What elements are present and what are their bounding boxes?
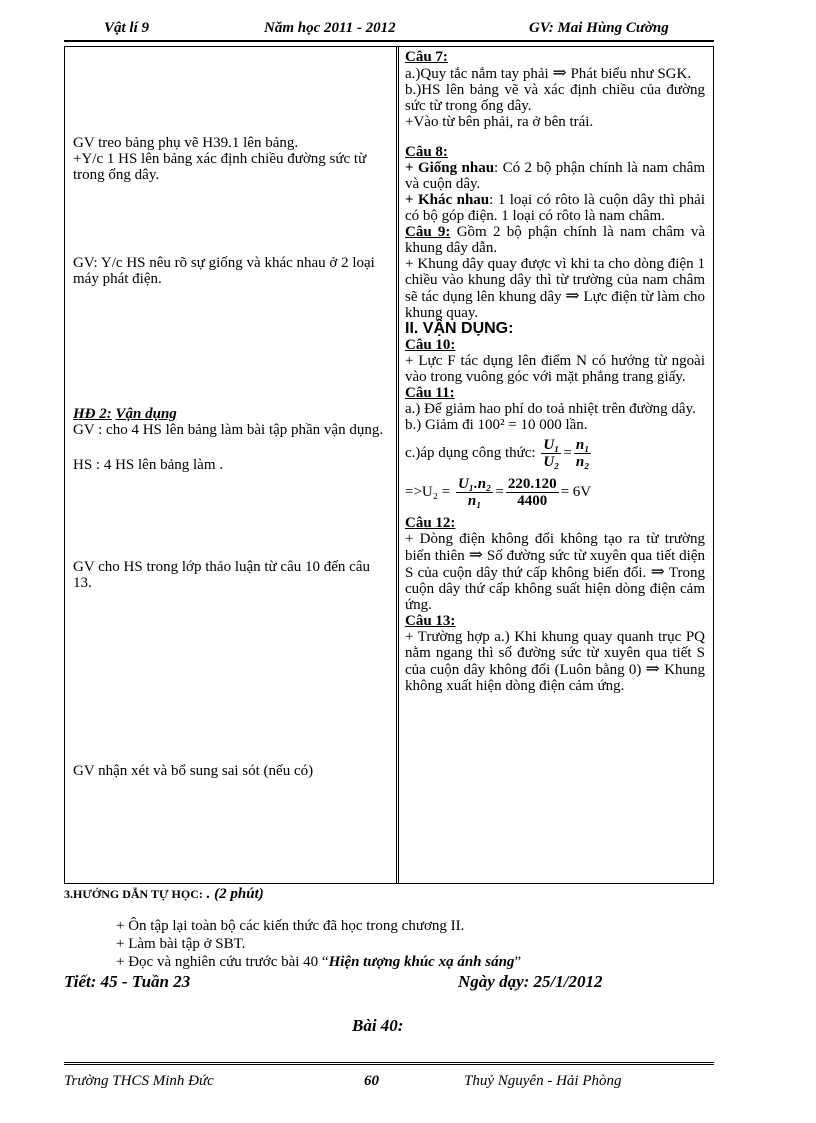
footer-school: Trường THCS Minh Đức xyxy=(64,1073,214,1089)
homework-title: 3.HƯỚNG DẪN TỰ HỌC: xyxy=(64,887,203,901)
header-subject: Vật lí 9 xyxy=(104,20,150,36)
arrow-icon: ⇒ xyxy=(468,545,483,564)
left-gv-yc: GV: Y/c HS nêu rõ sự giống và khác nhau ở 2 loại máy phát điện. xyxy=(73,255,375,287)
hd2-label: HĐ 2: xyxy=(73,406,112,422)
cau8-khac xyxy=(405,192,705,224)
page-header xyxy=(64,18,714,42)
cau12-title: Câu 12: xyxy=(405,515,456,531)
homework-item3: + Đọc và nghiên cứu trước bài 40 “Hiện tượng khúc xạ ánh sáng” xyxy=(116,954,522,970)
cau11-result: = 6V xyxy=(560,483,592,500)
cau8-giong-text: : Có 2 bộ phận chính là nam châm và cuộn dây. xyxy=(405,160,705,192)
cau7-a2-text: Phát biểu như SGK. xyxy=(570,66,692,82)
page-footer xyxy=(64,1062,714,1095)
van-dung-heading: II. VẬN DỤNG: xyxy=(405,320,514,337)
arrow-icon: ⇒ xyxy=(645,659,660,678)
left-gv-nhan-xet: GV nhận xét và bổ sung sai sót (nếu có) xyxy=(73,763,314,779)
cau9-khung xyxy=(405,256,705,321)
arrow-icon: ⇒ xyxy=(565,286,580,305)
arrow-icon: ⇒ xyxy=(552,63,567,82)
homework-item1: + Ôn tập lại toàn bộ các kiến thức đã học trong chương II. xyxy=(116,918,465,934)
cau11-title: Câu 11: xyxy=(405,385,455,401)
cau8-giong-label: + Giống nhau xyxy=(405,160,495,176)
cau7-a xyxy=(405,65,705,82)
fraction-220120-4400: $\frac{220.120}{4400}$ xyxy=(507,476,557,509)
lesson-ngay: Ngày dạy: 25/1/2012 xyxy=(458,972,603,991)
column-divider xyxy=(396,47,399,883)
cau12-text: + Dòng điện không đổi không tạo ra từ trường biến thiên ⇒ Số đường sức từ xuyên qua tiết diện S của cuộn dây thứ cấp không biến đổi. ⇒ Trong cuộn dây thứ cấp không suất hiện dòng điện cảm ứng. xyxy=(405,531,706,613)
fraction-u1-u2: $\frac{\text{U₁}}{\text{U₂}}$ xyxy=(543,437,560,470)
cau13-title: Câu 13: xyxy=(405,613,456,629)
cau8-khac-text: : 1 loại có rôto là cuộn dây thì phải có bộ góp điện. 1 loại có rôto là nam châm. xyxy=(405,192,706,224)
cau13-text: + Trường hợp a.) Khi khung quay quanh trục PQ nằm ngang thì số đường sức từ xuyên qua tiết S của cuộn dây không đổi (Luôn bằng 0) ⇒ Khung không xuất hiện dòng điện cảm ứng. xyxy=(405,629,706,694)
left-gv-cho4: GV : cho 4 HS lên bảng làm bài tập phần vận dụng. xyxy=(73,422,384,438)
cau11-c: c.)áp dụng công thức: $\frac{\text{U₁}}{\text{U₂}}$ = $\frac{\text{n₁}}{\text{n₂}}$ xyxy=(405,437,590,470)
lesson-table xyxy=(64,46,714,884)
fraction-n1-n2: $\frac{\text{n₁}}{\text{n₂}}$ xyxy=(575,437,590,470)
cau9 xyxy=(405,224,705,256)
footer-page: 60 xyxy=(364,1073,379,1089)
left-gv-thao-luan: GV cho HS trong lớp thảo luận từ câu 10 đến câu 13. xyxy=(73,559,370,591)
lesson-bai: Bài 40: xyxy=(352,1016,404,1035)
header-year: Năm học 2011 - 2012 xyxy=(264,20,396,36)
homework-time: . (2 phút) xyxy=(206,886,264,902)
cau8-title: Câu 8: xyxy=(405,144,448,160)
homework-item2: + Làm bài tập ở SBT. xyxy=(116,936,246,952)
cau9-text: Gồm 2 bộ phận chính là nam châm và khung dây dẫn. xyxy=(405,224,706,256)
cau11-c-label: c.)áp dụng công thức: xyxy=(405,444,536,461)
cau9-title: Câu 9: xyxy=(405,224,451,240)
cau7-a-text: a.)Quy tắc nắm tay phải xyxy=(405,66,549,82)
left-gv-treo: GV treo bảng phụ vẽ H39.1 lên bảng. xyxy=(73,135,299,151)
fraction-u1n2-n1: $\frac{\text{U₁.n₂}}{\text{n₁}}$ xyxy=(457,476,492,509)
arrow-icon: ⇒ xyxy=(650,562,665,581)
cau11-a: a.) Để giảm hao phí do toả nhiệt trên đường dây. xyxy=(405,401,696,417)
left-hs-4: HS : 4 HS lên bảng làm . xyxy=(73,457,223,473)
footer-location: Thuỷ Nguyên - Hải Phòng xyxy=(464,1073,622,1089)
homework-heading xyxy=(64,886,724,903)
cau11-u2: =>U₂ = $\frac{\text{U₁.n₂}}{\text{n₁}}$ = $\frac{220.120}{4400}$ = 6V xyxy=(405,476,592,509)
cau7-title: Câu 7: xyxy=(405,49,448,65)
right-column xyxy=(405,49,705,694)
left-hd2-heading xyxy=(73,406,391,422)
cau11-u2-label: =>U₂ = xyxy=(405,483,451,500)
cau7-c: +Vào từ bên phải, ra ở bên trái. xyxy=(405,114,594,130)
cau9-luc-text: Lực điện từ làm cho khung quay. xyxy=(405,289,705,321)
cau7-b: b.)HS lên bảng vẽ và xác định chiều của đường sức từ trong ống dây. xyxy=(405,82,705,114)
hd2-title: Vận dụng xyxy=(115,406,177,422)
cau11-b: b.) Giảm đi 100² = 10 000 lần. xyxy=(405,417,588,433)
cau10-text: + Lực F tác dụng lên điểm N có hướng từ ngoài vào trong vuông góc với mặt phẳng trang giấy. xyxy=(405,353,705,385)
cau8-giong xyxy=(405,160,705,192)
cau9-khung-text: + Khung dây quay được vì khi ta cho dòng điện 1 chiều vào khung dây thì từ trường của nam châm sẽ tác dụng lên khung dây xyxy=(405,256,705,305)
cau8-khac-label: + Khác nhau xyxy=(405,192,490,208)
left-yc-hs: +Y/c 1 HS lên bảng xác định chiều đường sức từ trong ống dây. xyxy=(73,151,367,183)
header-teacher: GV: Mai Hùng Cường xyxy=(529,20,669,36)
lesson-tiet: Tiết: 45 - Tuần 23 xyxy=(64,972,191,991)
cau10-title: Câu 10: xyxy=(405,337,456,353)
